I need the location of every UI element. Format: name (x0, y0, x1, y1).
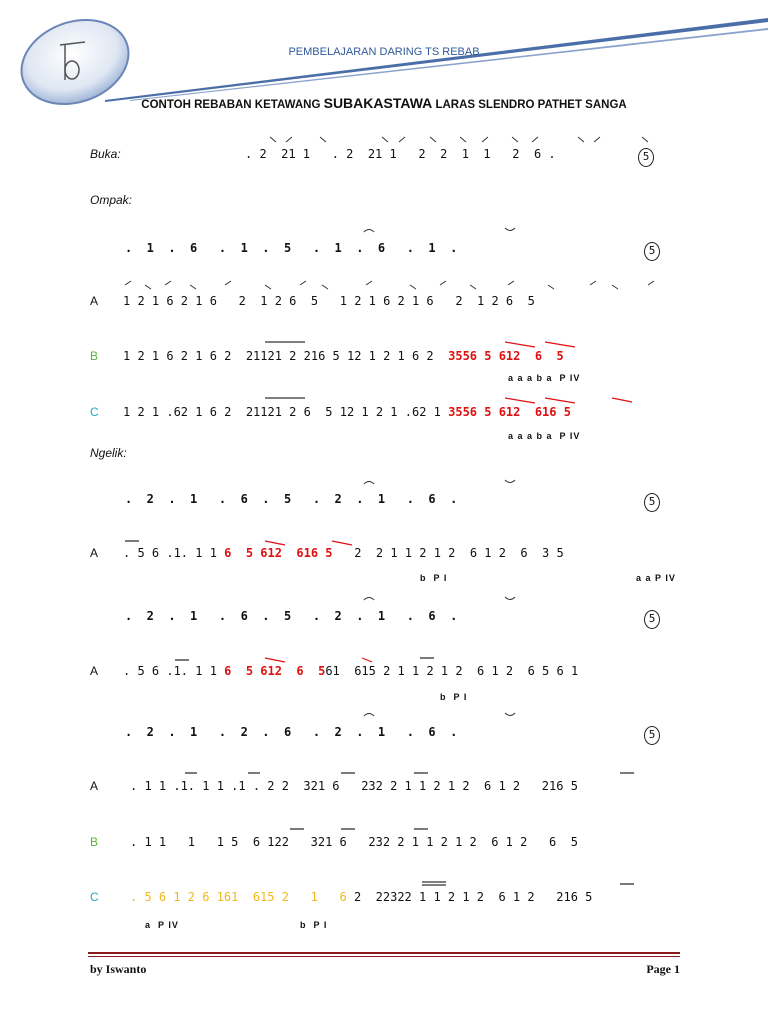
row-label-a: A (90, 664, 99, 678)
ngelik-row-a2-note: b P I (440, 692, 468, 702)
ompak-row-c-red: 3556 5 612 616 5 (448, 405, 571, 419)
gong-marker: 5 (638, 145, 654, 167)
document-title (0, 95, 768, 111)
ngelik-balungan-3: . 2 . 1 . 2 . 6 . 2 . 1 . 6 . (125, 725, 458, 739)
ngelik-row-a2-black2: 61 615 2 1 1 2 1 2 6 1 2 6 5 6 1 (325, 664, 579, 678)
ngelik-row-c3-note-1: a P IV (145, 920, 179, 930)
header-title: PEMBELAJARAN DARING TS REBAB (288, 46, 480, 58)
ngelik-row-c3-note-2: b P I (300, 920, 328, 930)
ompak-balungan: . 1 . 6 . 1 . 5 . 1 . 6 . 1 . (125, 241, 458, 255)
footer-page-number: Page 1 (646, 962, 680, 976)
section-ngelik-label: Ngelik: (90, 446, 127, 460)
row-label-c: C (90, 405, 99, 419)
ompak-row-c-black: 1 2 1 .62 1 6 2 21121 2 6 5 12 1 2 1 .62 1 (123, 405, 441, 419)
section-buka-label: Buka: (90, 147, 121, 161)
buka-notation: . 2 21 1 . 2 21 1 2 2 1 1 2 6 . (245, 147, 556, 161)
ompak-row-a: 1 2 1 6 2 1 6 2 1 2 6 5 1 2 1 6 2 1 6 2 1 2 6 5 (123, 294, 535, 308)
ngelik-balungan-2: . 2 . 1 . 6 . 5 . 2 . 1 . 6 . (125, 609, 458, 623)
document-title-pre: CONTOH REBABAN KETAWANG (141, 99, 324, 111)
ngelik-row-c3-black: 2 22322 1 1 2 1 2 6 1 2 216 5 (353, 890, 593, 904)
document-title-song: SUBAKASTAWA (323, 95, 433, 111)
ngelik-row-a1-note-2: a a P IV (636, 573, 676, 583)
gong-marker: 5 (644, 239, 660, 261)
gong-marker: 5 (644, 490, 660, 512)
ompak-row-b-black: 1 2 1 6 2 1 6 2 21121 2 216 5 12 1 2 1 6 2 (123, 349, 434, 363)
gong-marker: 5 (644, 723, 660, 745)
row-label-a: A (90, 294, 99, 308)
ngelik-row-a2 (123, 664, 578, 678)
header-swoosh (105, 18, 768, 102)
footer-divider (88, 952, 680, 954)
row-label-b: B (90, 835, 99, 849)
ompak-row-c-note: a a a b a P IV (508, 431, 581, 441)
ngelik-row-a1-note-1: b P I (420, 573, 448, 583)
ngelik-balungan-1: . 2 . 1 . 6 . 5 . 2 . 1 . 6 . (125, 492, 458, 506)
document-title-post: LARAS SLENDRO PATHET SANGA (432, 99, 627, 111)
row-label-a: A (90, 779, 99, 793)
ngelik-row-a2-black: . 5 6 .1. 1 1 (123, 664, 217, 678)
row-label-b: B (90, 349, 99, 363)
ngelik-row-a1-red: 6 5 612 616 5 (224, 546, 333, 560)
gong-marker: 5 (644, 607, 660, 629)
ngelik-row-a1-black2: 2 2 1 1 2 1 2 6 1 2 6 3 5 (354, 546, 564, 560)
ngelik-row-a2-red: 6 5 612 6 5 (224, 664, 326, 678)
ngelik-row-c3-gold: . 5 6 1 2 6 161 615 2 1 6 (130, 890, 347, 904)
ngelik-row-a1-black: . 5 6 .1. 1 1 (123, 546, 217, 560)
ompak-row-b (123, 349, 564, 363)
ngelik-row-b3: . 1 1 1 1 5 6 122 321 6 232 2 1 1 2 1 2 6 1 2 6 5 (130, 835, 578, 849)
ngelik-row-a1 (123, 546, 564, 560)
row-label-c: C (90, 890, 99, 904)
footer-author: by Iswanto (90, 962, 147, 976)
row-label-a: A (90, 546, 99, 560)
footer-divider-thin (88, 956, 680, 957)
ngelik-row-c3 (130, 890, 592, 904)
section-ompak-label: Ompak: (90, 193, 133, 207)
ompak-row-b-note: a a a b a P IV (508, 373, 581, 383)
ompak-row-b-red: 3556 5 612 6 5 (448, 349, 564, 363)
ngelik-row-a3: . 1 1 .1. 1 1 .1 . 2 2 321 6 232 2 1 1 2 1 2 6 1 2 216 5 (130, 779, 578, 793)
ompak-row-c (123, 405, 571, 419)
